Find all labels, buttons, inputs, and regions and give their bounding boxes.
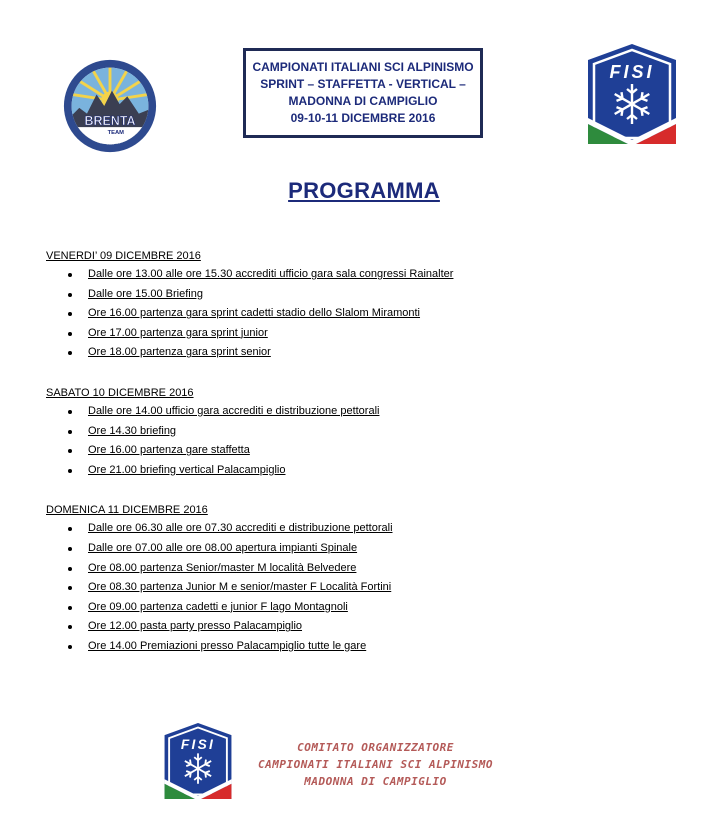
list-item-text: Ore 21.00 briefing vertical Palacampiglio xyxy=(88,463,286,476)
day-sunday xyxy=(46,501,686,656)
list-item-text: Ore 08.30 partenza Junior M e senior/master F Località Fortini xyxy=(88,581,392,594)
event-list xyxy=(46,519,686,656)
list-item xyxy=(46,559,686,579)
list-item-text: Dalle ore 13.00 alle ore 15.30 accrediti ufficio gara sala congressi Rainalter xyxy=(88,268,454,280)
list-item xyxy=(46,402,686,422)
fisi-logo-icon xyxy=(160,719,236,809)
event-title-box xyxy=(243,48,483,138)
brenta-logo-ring-text: LO SCI ALPINISMO xyxy=(81,128,139,147)
list-item xyxy=(46,304,686,324)
event-title-line: CAMPIONATI ITALIANI SCI ALPINISMO xyxy=(252,60,474,74)
list-item-text: Ore 09.00 partenza cadetti e junior F lago Montagnoli xyxy=(88,600,348,613)
list-item xyxy=(46,637,686,657)
list-item-text: Ore 12.00 pasta party presso Palacampiglio xyxy=(88,620,303,633)
schedule xyxy=(46,247,686,678)
list-item xyxy=(46,265,686,285)
list-item xyxy=(46,324,686,344)
list-item xyxy=(46,422,686,442)
day-saturday xyxy=(46,384,686,480)
day-title: VENERDI’ 09 DICEMBRE 2016 xyxy=(46,250,201,262)
list-item-text: Ore 17.00 partenza gara sprint junior xyxy=(88,326,268,339)
list-item xyxy=(46,617,686,637)
fisi-logo-text: FISI xyxy=(180,736,216,752)
list-item-text: Dalle ore 06.30 alle ore 07.30 accrediti e distribuzione pettorali xyxy=(88,522,393,535)
fisi-logo-icon xyxy=(582,40,682,156)
list-item xyxy=(46,578,686,598)
list-item xyxy=(46,519,686,539)
day-title: DOMENICA 11 DICEMBRE 2016 xyxy=(46,504,208,517)
brenta-logo-title: BRENTA xyxy=(84,114,136,129)
list-item-text: Dalle ore 14.00 ufficio gara accrediti e distribuzione pettorali xyxy=(88,404,380,417)
list-item-text: Ore 16.00 partenza gara sprint cadetti stadio dello Slalom Miramonti xyxy=(88,307,421,320)
event-dates: 09-10-11 DICEMBRE 2016 xyxy=(290,111,436,125)
fisi-logo-text: FISI xyxy=(609,62,655,82)
list-item xyxy=(46,285,686,305)
list-item xyxy=(46,441,686,461)
day-friday xyxy=(46,247,686,363)
list-item-text: Ore 14.00 Premiazioni presso Palacampiglio tutte le gare xyxy=(88,639,367,652)
list-item xyxy=(46,343,686,363)
day-title: SABATO 10 DICEMBRE 2016 xyxy=(46,386,194,399)
list-item-text: Ore 16.00 partenza gare staffetta xyxy=(88,444,250,457)
list-item xyxy=(46,539,686,559)
brenta-logo-team: TEAM xyxy=(107,129,124,136)
list-item-text: Ore 14.30 briefing xyxy=(88,424,177,437)
committee-text xyxy=(258,739,493,790)
list-item-text: Ore 18.00 partenza gara sprint senior xyxy=(88,346,271,359)
programma-heading: PROGRAMMA xyxy=(288,178,440,203)
event-list xyxy=(46,265,686,363)
event-title-line: SPRINT – STAFFETTA - VERTICAL – xyxy=(260,77,466,91)
committee-line: COMITATO ORGANIZZATORE xyxy=(297,740,454,754)
committee-line: CAMPIONATI ITALIANI SCI ALPINISMO xyxy=(258,757,494,771)
list-item-text: Dalle ore 07.00 alle ore 08.00 apertura impianti Spinale xyxy=(88,541,358,554)
committee-line: MADONNA DI CAMPIGLIO xyxy=(304,774,447,788)
brenta-team-logo-icon xyxy=(62,58,158,154)
list-item-text: Dalle ore 15.00 Briefing xyxy=(88,287,203,300)
list-item-text: Ore 08.00 partenza Senior/master M località Belvedere xyxy=(88,561,357,574)
organizing-committee-footer xyxy=(160,716,540,812)
list-item xyxy=(46,598,686,618)
list-item xyxy=(46,461,686,481)
event-list xyxy=(46,402,686,480)
event-title-line: MADONNA DI CAMPIGLIO xyxy=(288,94,438,108)
